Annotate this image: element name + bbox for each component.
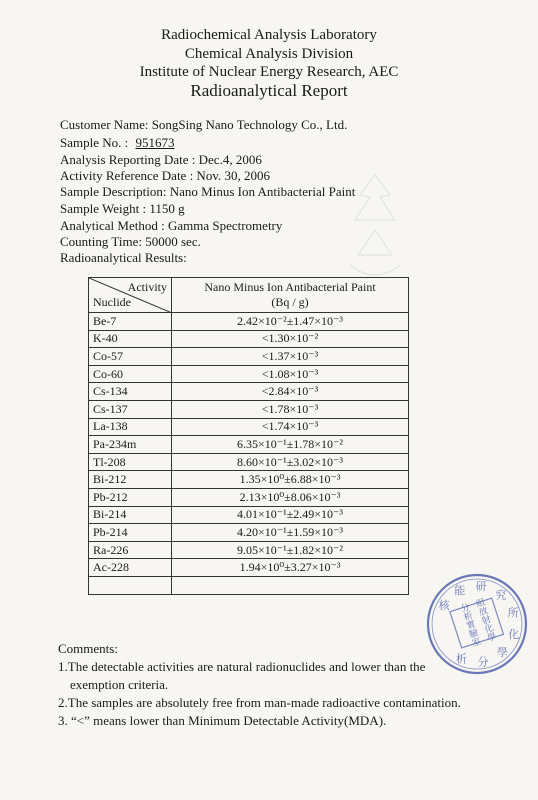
nuclide-cell: Be-7 (89, 313, 172, 331)
sample-column-header (172, 278, 409, 313)
svg-text:化: 化 (483, 623, 496, 636)
table-row (89, 506, 409, 524)
table-header-row (89, 278, 409, 313)
svg-text:組: 組 (475, 597, 487, 610)
comments-title: Comments: (58, 641, 118, 656)
sample-number-value: 951673 (135, 135, 175, 150)
activity-cell: 1.94×10⁰±3.27×10⁻³ (172, 559, 409, 577)
svg-text:研: 研 (475, 580, 487, 594)
nuclide-cell: Tl-208 (89, 453, 172, 471)
activity-cell: <1.30×10⁻² (172, 330, 409, 348)
comment-3: 3. “<” means lower than Minimum Detectable Activity(MDA). (58, 713, 387, 728)
svg-text:析: 析 (462, 611, 475, 624)
customer-name: Customer Name: SongSing Nano Technology Co., Ltd. (60, 117, 348, 132)
nuclide-cell: Bi-214 (89, 506, 172, 524)
activity-cell: 4.01×10⁻¹±2.49×10⁻³ (172, 506, 409, 524)
activity-cell (172, 576, 409, 594)
table-row (89, 471, 409, 489)
table-row (89, 541, 409, 559)
sample-column-unit: (Bq / g) (271, 295, 309, 309)
svg-text:核: 核 (438, 599, 450, 612)
sample-number (60, 135, 179, 151)
svg-text:射: 射 (480, 614, 493, 628)
results-label: Radioanalytical Results: (60, 250, 187, 265)
activity-cell: <1.37×10⁻³ (172, 348, 409, 366)
report-date: Analysis Reporting Date : Dec.4, 2006 (60, 152, 262, 167)
table-row (89, 313, 409, 331)
svg-text:所: 所 (507, 606, 519, 620)
table-row (89, 418, 409, 436)
nuclide-cell: Cs-137 (89, 400, 172, 418)
nuclide-cell (89, 576, 172, 594)
activity-cell: 8.60×10⁻¹±3.02×10⁻³ (172, 453, 409, 471)
nuclide-cell: Co-57 (89, 348, 172, 366)
nuclide-cell: Ra-226 (89, 541, 172, 559)
comment-2: 2.The samples are absolutely free from man-made radioactive contamination. (58, 695, 461, 710)
comment-1-continued: exemption criteria. (70, 677, 169, 692)
svg-text:放: 放 (477, 606, 490, 619)
svg-text:化: 化 (508, 627, 520, 641)
sample-description: Sample Description: Nano Minus Ion Antibacterial Paint (60, 184, 356, 199)
official-seal-stamp (425, 572, 529, 676)
table-row (89, 348, 409, 366)
reference-date: Activity Reference Date : Nov. 30, 2006 (60, 168, 270, 183)
activity-cell: 6.35×10⁻¹±1.78×10⁻² (172, 436, 409, 454)
activity-label: Activity (127, 280, 167, 294)
sample-weight: Sample Weight : 1150 g (60, 201, 185, 216)
table-row (89, 436, 409, 454)
table-row (89, 330, 409, 348)
activity-cell: <1.78×10⁻³ (172, 400, 409, 418)
table-row (89, 559, 409, 577)
svg-text:分: 分 (477, 655, 489, 669)
lab-name: Radiochemical Analysis Laboratory (161, 27, 377, 43)
svg-text:析: 析 (456, 652, 468, 666)
activity-cell: <1.08×10⁻³ (172, 365, 409, 383)
svg-text:究: 究 (495, 588, 507, 602)
corner-header-cell (89, 278, 172, 313)
comment-1: 1.The detectable activities are natural radionuclides and lower than the (58, 659, 426, 674)
svg-text:驗: 驗 (468, 628, 480, 641)
report-title: Radioanalytical Report (190, 81, 348, 100)
results-table (88, 277, 409, 595)
activity-cell: 2.42×10⁻²±1.47×10⁻³ (172, 313, 409, 331)
table-row (89, 524, 409, 542)
nuclide-cell: K-40 (89, 330, 172, 348)
nuclide-label: Nuclide (93, 295, 131, 309)
nuclide-cell: Pa-234m (89, 436, 172, 454)
table-row (89, 400, 409, 418)
table-row (89, 383, 409, 401)
nuclide-cell: Bi-212 (89, 471, 172, 489)
svg-text:學: 學 (496, 646, 508, 660)
activity-cell: 4.20×10⁻¹±1.59×10⁻³ (172, 524, 409, 542)
comments-section (58, 640, 461, 730)
nuclide-cell: Pb-214 (89, 524, 172, 542)
nuclide-cell: La-138 (89, 418, 172, 436)
activity-cell: <2.84×10⁻³ (172, 383, 409, 401)
analytical-method: Analytical Method : Gamma Spectrometry (60, 218, 283, 233)
table-row (89, 488, 409, 506)
table-row (89, 365, 409, 383)
activity-cell: 9.05×10⁻¹±1.82×10⁻² (172, 541, 409, 559)
svg-text:室: 室 (471, 636, 483, 650)
sample-number-label: Sample No. : (60, 135, 129, 150)
division-name: Chemical Analysis Division (184, 46, 354, 62)
table-row (89, 576, 409, 594)
svg-text:實: 實 (465, 619, 478, 633)
counting-time: Counting Time: 50000 sec. (60, 234, 201, 249)
institute-name: Institute of Nuclear Energy Research, AEC (139, 64, 399, 80)
table-row (89, 453, 409, 471)
nuclide-cell: Cs-134 (89, 383, 172, 401)
svg-text:分: 分 (459, 602, 472, 615)
sample-column-title: Nano Minus Ion Antibacterial Paint (204, 280, 376, 294)
svg-text:能: 能 (454, 584, 466, 598)
nuclide-cell: Ac-228 (89, 559, 172, 577)
activity-cell: <1.74×10⁻³ (172, 418, 409, 436)
activity-cell: 1.35×10⁰±6.88×10⁻³ (172, 471, 409, 489)
nuclide-cell: Pb-212 (89, 488, 172, 506)
activity-cell: 2.13×10⁰±8.06×10⁻³ (172, 488, 409, 506)
svg-text:學: 學 (486, 631, 498, 645)
nuclide-cell: Co-60 (89, 365, 172, 383)
